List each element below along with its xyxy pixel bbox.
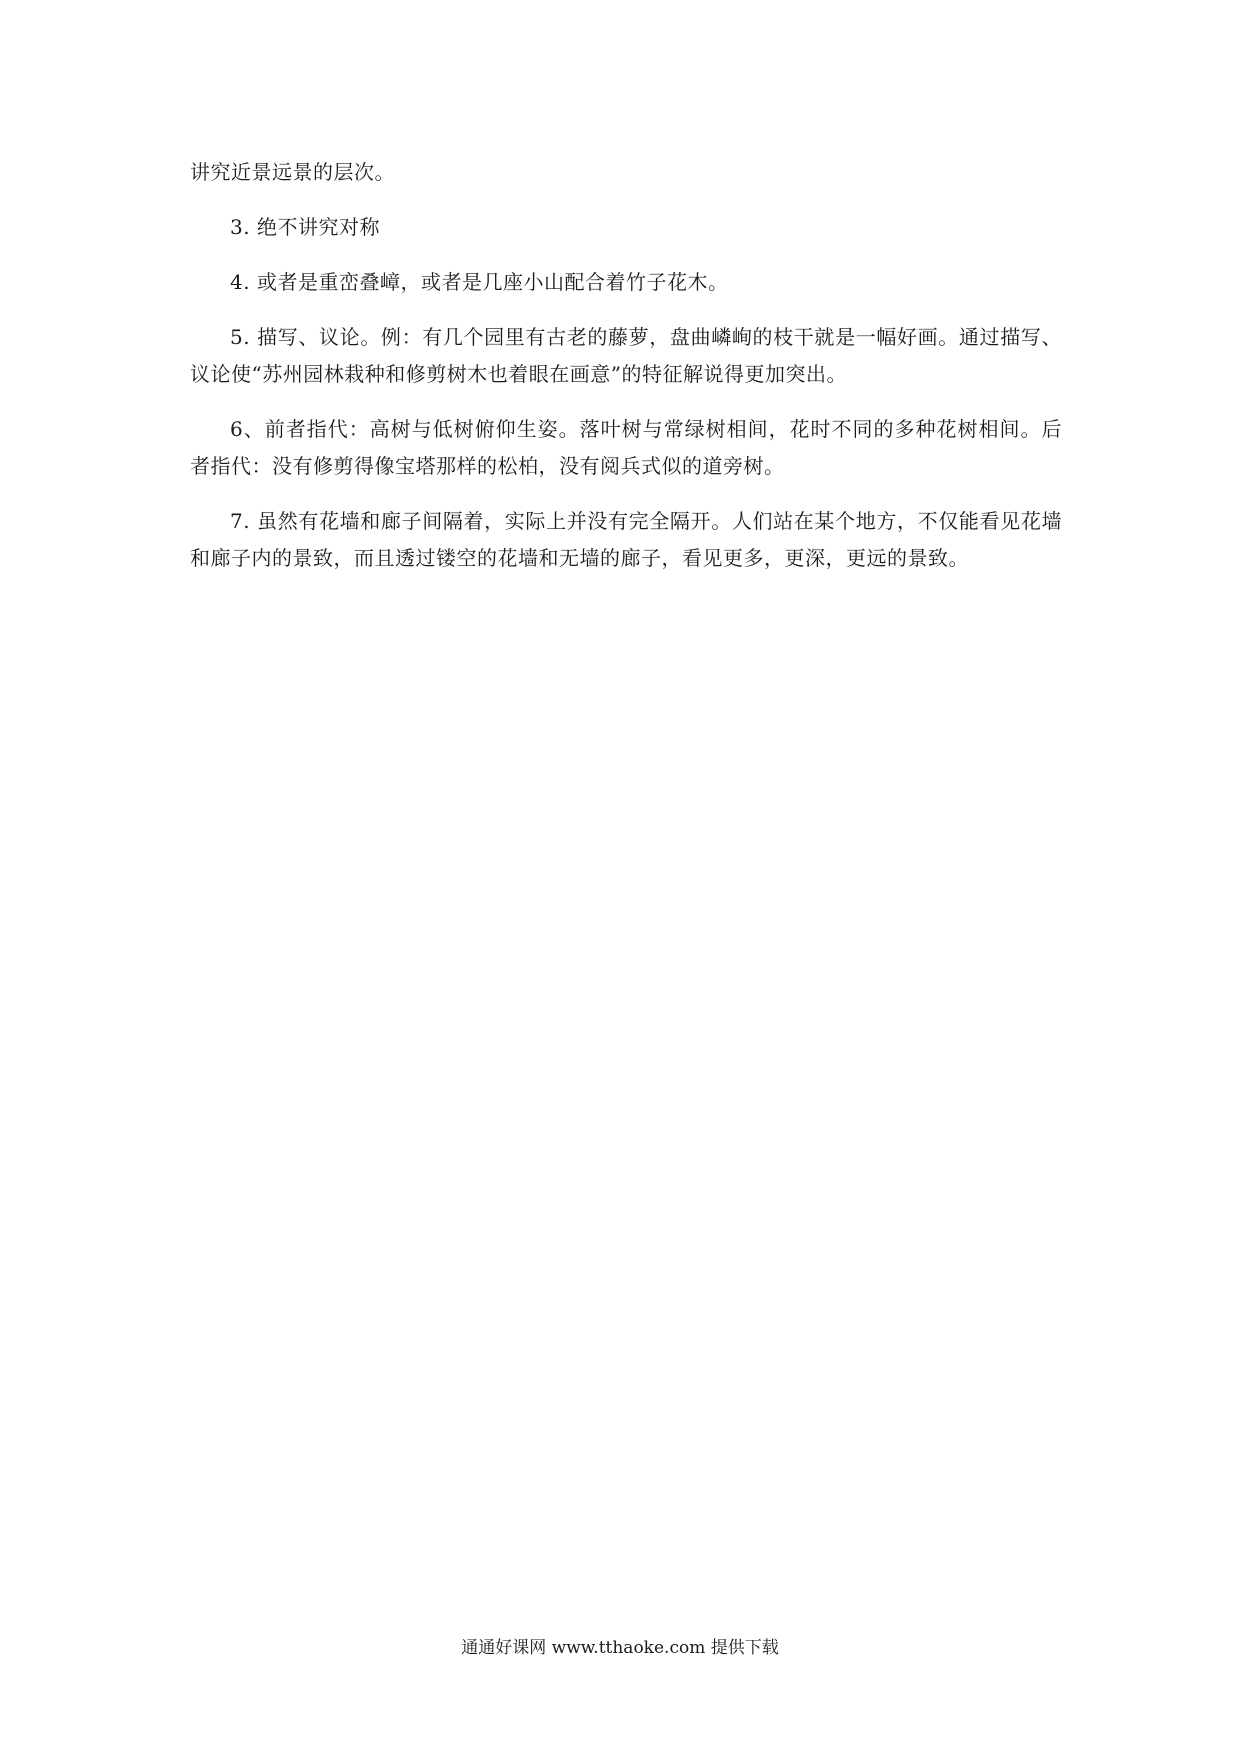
paragraph-continuation: 讲究近景远景的层次。 — [190, 160, 395, 184]
answer-7: 7. 虽然有花墙和廊子间隔着，实际上并没有完全隔开。人们站在某个地方，不仅能看见花墙和廊子内的景致，而且透过镂空的花墙和无墙的廊子，看见更多，更深，更远的景致。 — [190, 509, 1062, 570]
answer-6: 6、前者指代：高树与低树俯仰生姿。落叶树与常绿树相间，花时不同的多种花树相间。后者指代：没有修剪得像宝塔那样的松柏，没有阅兵式似的道旁树。 — [190, 417, 1062, 478]
page-footer: 通通好课网 www.tthaoke.com 提供下载 — [461, 1638, 779, 1658]
answer-4: 4. 或者是重峦叠嶂，或者是几座小山配合着竹子花木。 — [230, 270, 729, 294]
document-body — [190, 154, 1062, 595]
answer-5: 5. 描写、议论。例：有几个园里有古老的藤萝，盘曲嶙峋的枝干就是一幅好画。通过描写、议论使“苏州园林栽种和修剪树木也着眼在画意”的特征解说得更加突出。 — [190, 325, 1062, 386]
answer-3: 3. 绝不讲究对称 — [230, 215, 380, 239]
